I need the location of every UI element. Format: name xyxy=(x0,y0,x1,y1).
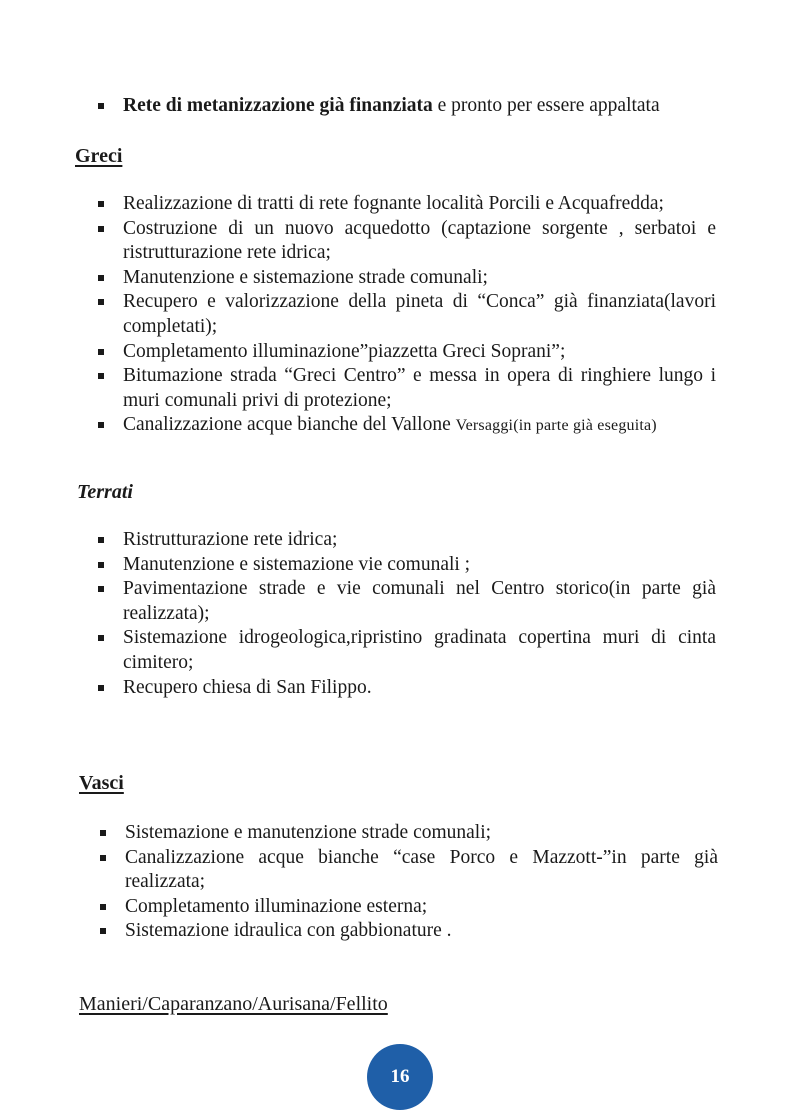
terrati-list xyxy=(96,528,716,700)
list-item: Completamento illuminazione”piazzetta Greci Soprani”; xyxy=(96,340,716,365)
list-item: Bitumazione strada “Greci Centro” e messa in opera di ringhiere lungo i muri comunali privi di protezione; xyxy=(96,364,716,413)
list-item: Pavimentazione strade e vie comunali nel Centro storico(in parte già realizzata); xyxy=(96,577,716,626)
list-item: Costruzione di un nuovo acquedotto (captazione sorgente , serbatoi e ristrutturazione rete idrica; xyxy=(96,217,716,266)
intro-rest-text: e pronto per essere appaltata xyxy=(432,95,660,116)
section-heading-greci: Greci xyxy=(75,145,123,167)
list-item: Sistemazione idraulica con gabbionature . xyxy=(98,919,718,944)
list-item: Sistemazione idrogeologica,ripristino gradinata copertina muri di cinta cimitero; xyxy=(96,626,716,675)
list-item: Manutenzione e sistemazione strade comunali; xyxy=(96,266,716,291)
page-number-badge: 16 xyxy=(367,1044,433,1110)
section-heading-terrati: Terrati xyxy=(77,481,133,503)
list-item: Canalizzazione acque bianche “case Porco e Mazzott-”in parte già realizzata; xyxy=(98,846,718,895)
vasci-list xyxy=(98,821,718,944)
list-item: Recupero e valorizzazione della pineta di “Conca” già finanziata(lavori completati); xyxy=(96,290,716,339)
intro-list xyxy=(96,94,716,119)
list-item: Realizzazione di tratti di rete fognante località Porcili e Acquafredda; xyxy=(96,192,716,217)
list-item-small: Versaggi(in parte già eseguita) xyxy=(455,417,657,435)
section-heading-vasci: Vasci xyxy=(79,772,124,794)
list-item: Ristrutturazione rete idrica; xyxy=(96,528,716,553)
list-item: Sistemazione e manutenzione strade comunali; xyxy=(98,821,718,846)
list-item-main: Canalizzazione acque bianche del Vallone xyxy=(123,414,456,436)
intro-bold-text: Rete di metanizzazione già finanziata xyxy=(123,95,433,116)
greci-list xyxy=(96,192,716,439)
list-item: Recupero chiesa di San Filippo. xyxy=(96,676,716,701)
list-item: Manutenzione e sistemazione vie comunali ; xyxy=(96,553,716,578)
intro-item xyxy=(96,94,716,119)
list-item xyxy=(96,413,716,439)
list-item: Completamento illuminazione esterna; xyxy=(98,895,718,920)
section-heading-manieri: Manieri/Caparanzano/Aurisana/Fellito xyxy=(79,993,388,1015)
